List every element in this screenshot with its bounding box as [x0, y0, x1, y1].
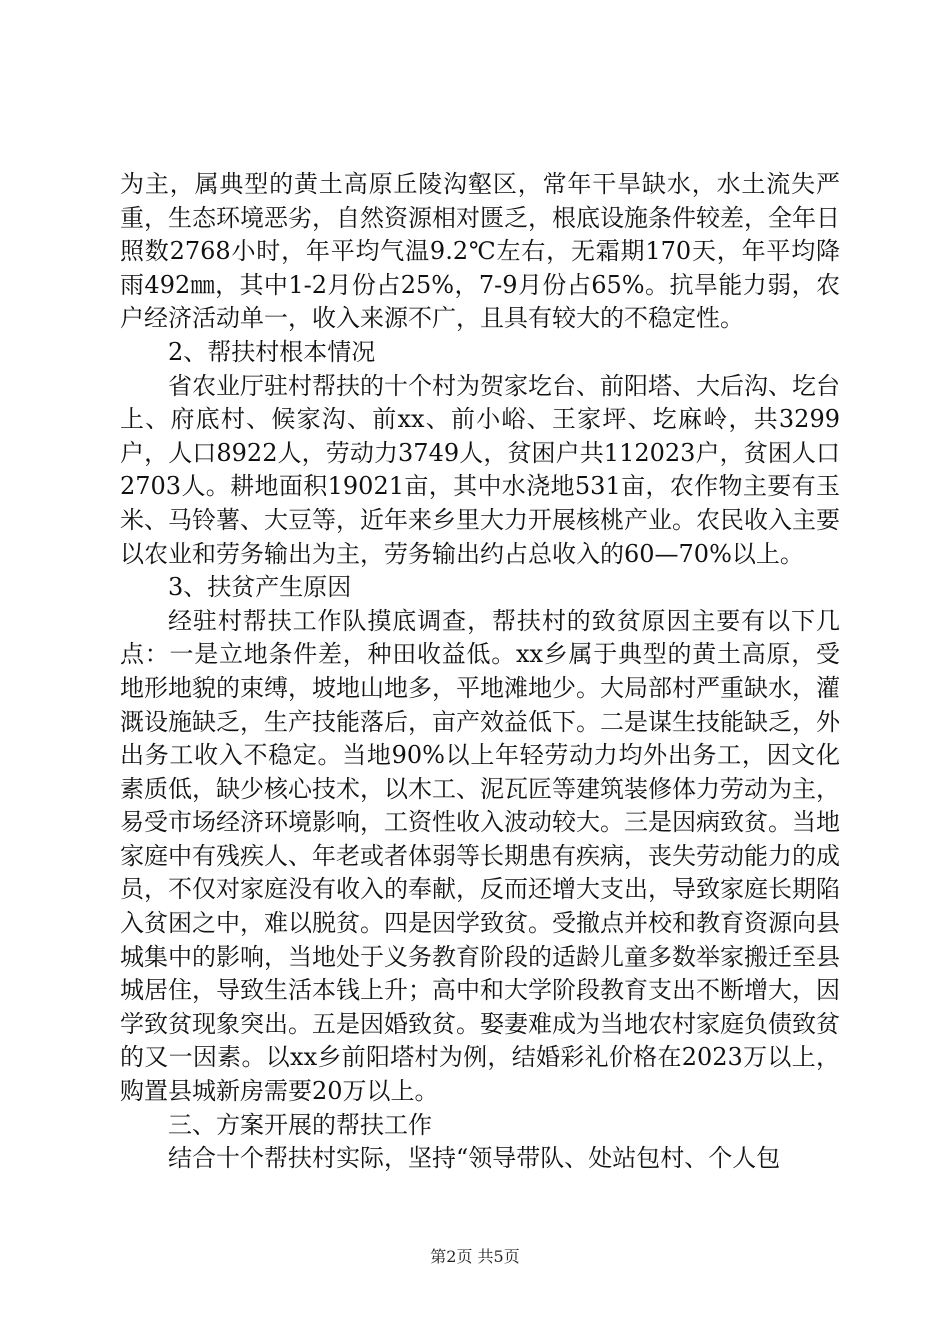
section-heading-poverty-causes: 3、扶贫产生原因 [168, 573, 352, 602]
document-body [120, 168, 840, 1176]
section-heading-assistance-work: 三、方案开展的帮扶工作 [168, 1110, 432, 1139]
paragraph-assistance-work: 结合十个帮扶村实际，坚持“领导带队、处站包村、个人包 [168, 1144, 781, 1173]
page-number-footer: 第2页 共5页 [430, 1247, 520, 1266]
paragraph-village-overview: 省农业厅驻村帮扶的十个村为贺家圪台、前阳塔、大后沟、圪台上、府底村、候家沟、前xx、前小峪、王家坪、圪麻岭，共3299户，人口8922人，劳动力3749人，贫困户共112023户，贫困人口2703人。耕地面积19021亩，其中水浇地531亩，农作物主要有玉米、马铃薯、大豆等，近年来乡里大力开展核桃产业。农民收入主要以农业和劳务输出为主，劳务输出约占总收入的60—70%以上。 [120, 371, 840, 568]
section-heading-village-overview: 2、帮扶村根本情况 [168, 337, 376, 366]
paragraph-climate: 为主，属典型的黄土高原丘陵沟壑区，常年干旱缺水，水土流失严重，生态环境恶劣，自然资源相对匮乏，根底设施条件较差，全年日照数2768小时，年平均气温9.2℃左右，无霜期170天，年平均降雨492㎜，其中1-2月份占25%，7-9月份占65%。抗旱能力弱，农户经济活动单一，收入来源不广，且具有较大的不稳定性。 [120, 170, 840, 333]
paragraph-poverty-causes: 经驻村帮扶工作队摸底调查，帮扶村的致贫原因主要有以下几点：一是立地条件差，种田收益低。xx乡属于典型的黄土高原，受地形地貌的束缚，坡地山地多，平地滩地少。大局部村严重缺水，灌溉设施缺乏，生产技能落后，亩产效益低下。二是谋生技能缺乏，外出务工收入不稳定。当地90%以上年轻劳动力均外出务工，因文化素质低，缺少核心技术，以木工、泥瓦匠等建筑装修体力劳动为主，易受市场经济环境影响，工资性收入波动较大。三是因病致贫。当地家庭中有残疾人、年老或者体弱等长期患有疾病，丧失劳动能力的成员，不仅对家庭没有收入的奉献，反而还增大支出，导致家庭长期陷入贫困之中，难以脱贫。四是因学致贫。受撤点并校和教育资源向县城集中的影响，当地处于义务教育阶段的适龄儿童多数举家搬迁至县城居住，导致生活本钱上升；高中和大学阶段教育支出不断增大，因学致贫现象突出。五是因婚致贫。娶妻难成为当地农村家庭负债致贫的又一因素。以xx乡前阳塔村为例，结婚彩礼价格在2023万以上，购置县城新房需要20万以上。 [120, 606, 840, 1106]
